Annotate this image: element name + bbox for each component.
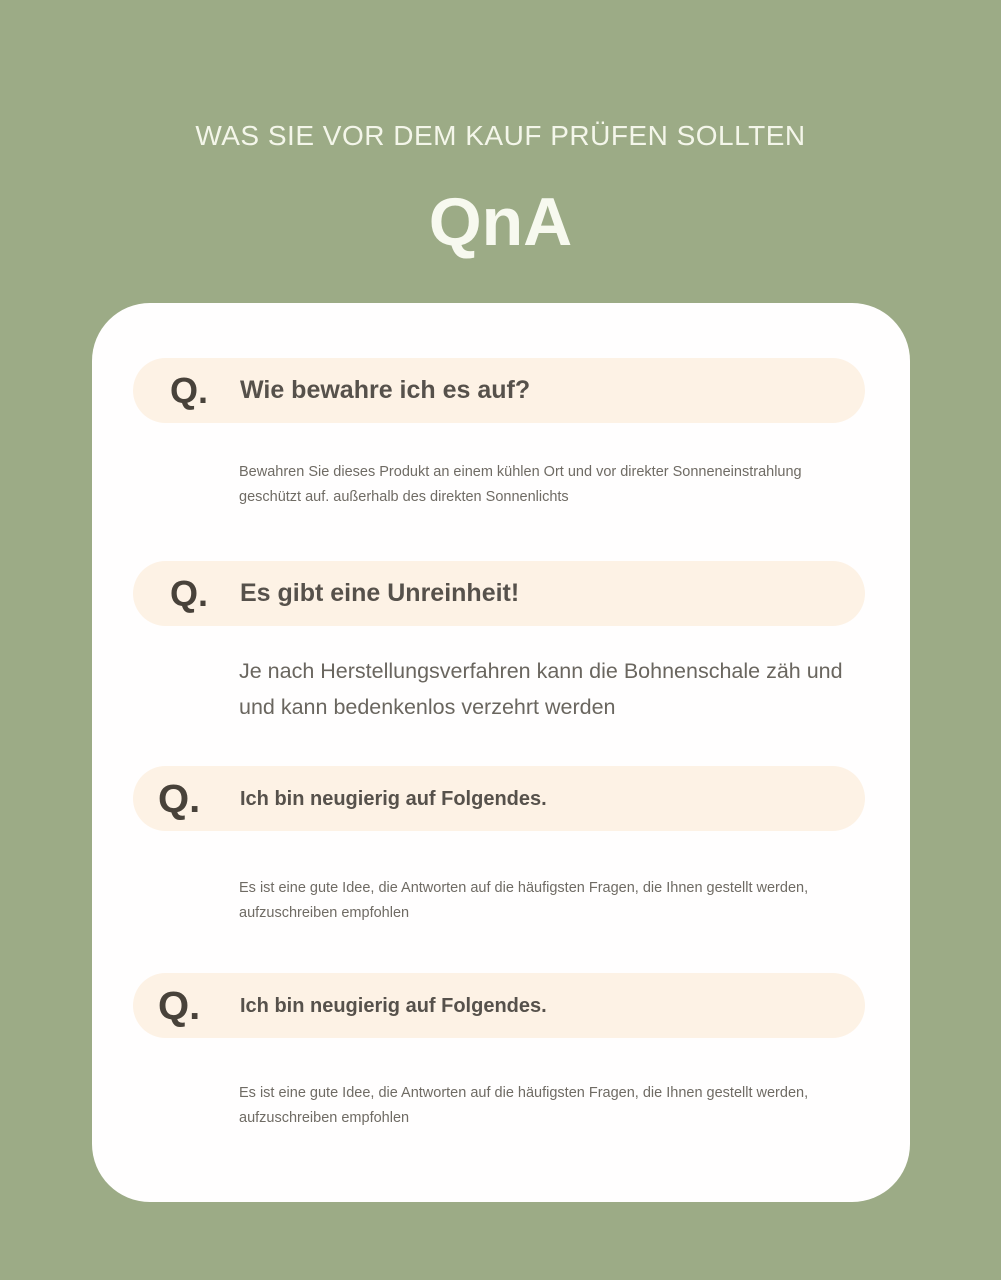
page-title: QnA [428, 184, 573, 260]
question-pill-4 [133, 973, 865, 1038]
q-label: Q. [170, 572, 209, 614]
question-pill-2 [133, 561, 865, 626]
answer-text-1: Bewahren Sie dieses Produkt an einem kühlen Ort und vor direkter Sonneneinstrahlung geschützt auf. außerhalb des direkten Sonnenlichts [239, 464, 802, 505]
answer-text-4: Es ist eine gute Idee, die Antworten auf die häufigsten Fragen, die Ihnen gestellt werden, aufzuschreiben empfohlen [239, 1085, 809, 1126]
question-pill-3 [133, 766, 865, 831]
answer-text-2: Je nach Herstellungsverfahren kann die Bohnenschale zäh und und kann bedenkenlos verzehrt werden [239, 659, 843, 719]
answer-text-3: Es ist eine gute Idee, die Antworten auf die häufigsten Fragen, die Ihnen gestellt werden, aufzuschreiben empfohlen [239, 880, 809, 921]
header-subtitle: WAS SIE VOR DEM KAUF PRÜFEN SOLLTEN [195, 120, 806, 151]
qna-card [92, 303, 910, 1202]
question-text: Ich bin neugierig auf Folgendes. [240, 787, 547, 810]
question-text: Ich bin neugierig auf Folgendes. [240, 994, 547, 1017]
q-label: Q. [170, 369, 209, 411]
question-text: Es gibt eine Unreinheit! [240, 578, 520, 607]
q-label: Q. [158, 983, 201, 1028]
question-pill-1 [133, 358, 865, 423]
q-label: Q. [158, 776, 201, 821]
question-text: Wie bewahre ich es auf? [240, 375, 531, 404]
